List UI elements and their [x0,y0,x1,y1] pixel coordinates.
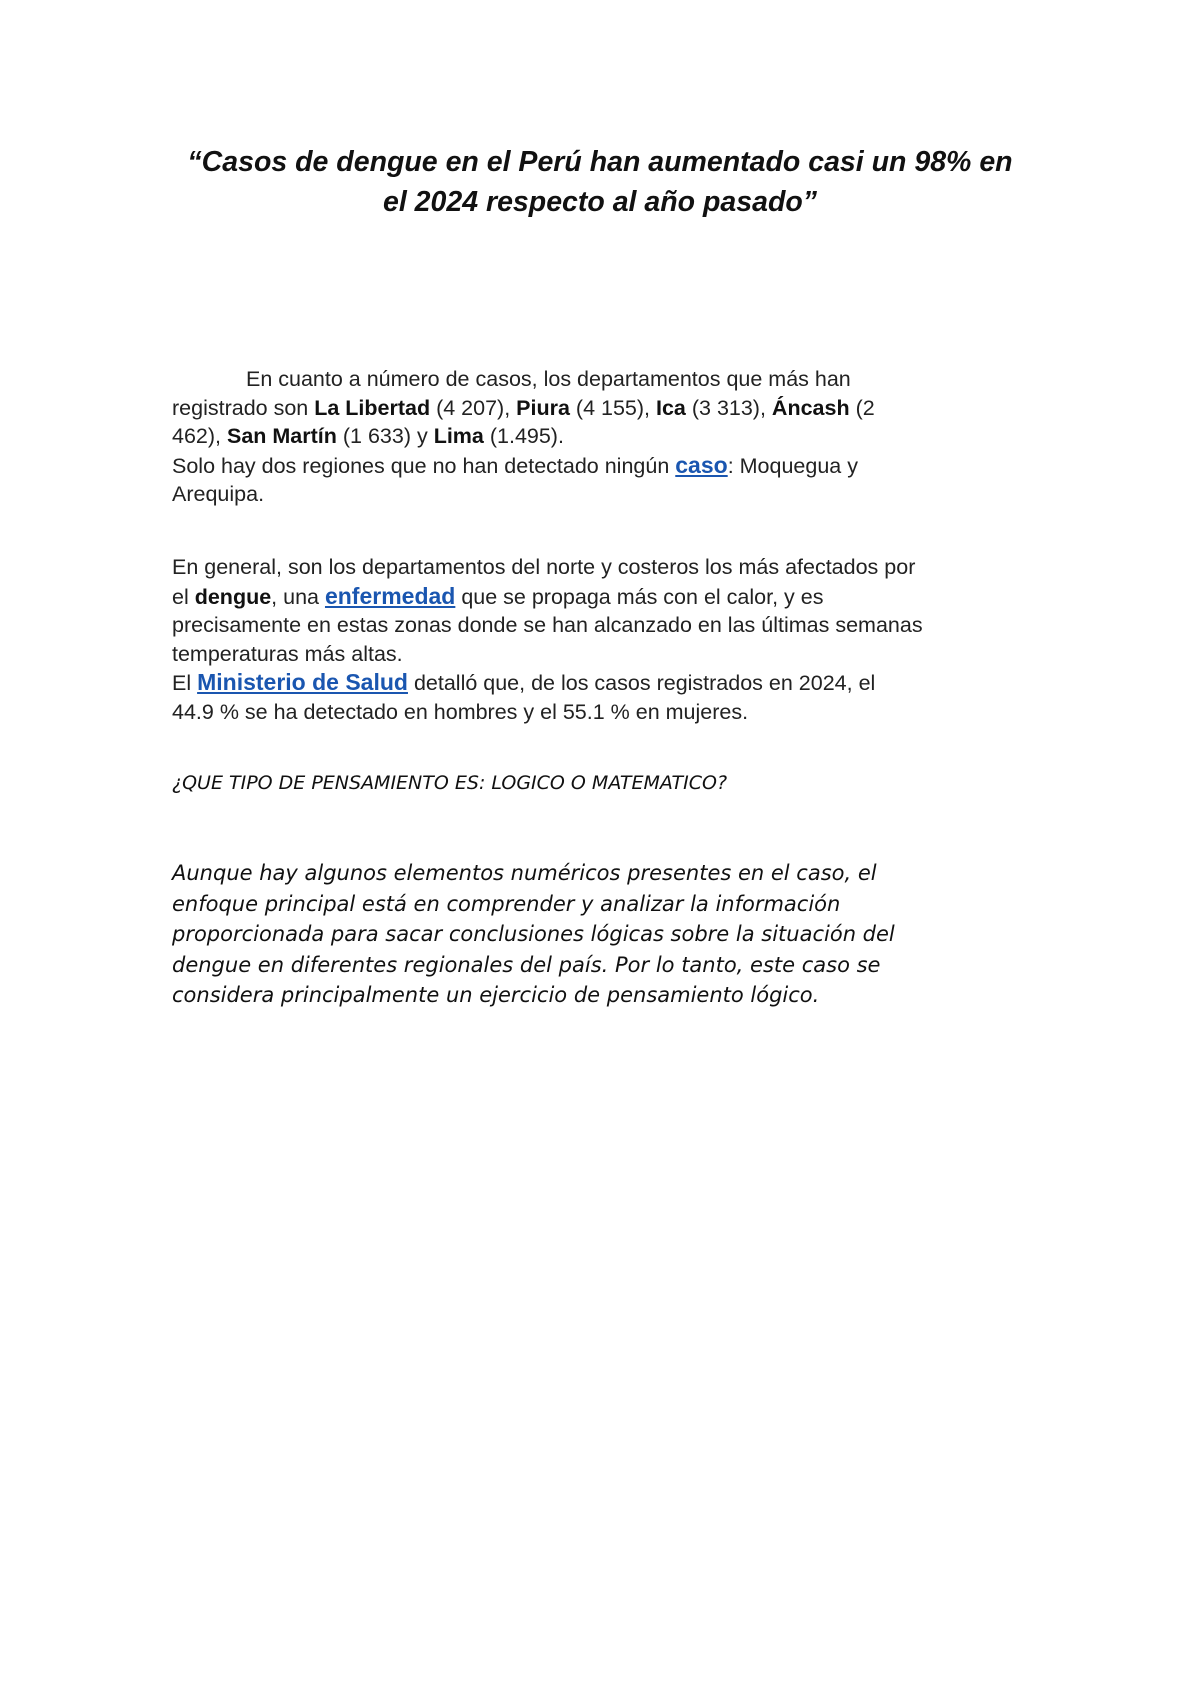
enfermedad-link[interactable]: enfermedad [324,582,456,609]
text-fragment: el [172,584,195,609]
text-fragment: , una [271,584,325,609]
department-lima: Lima [433,424,484,448]
text-fragment: El [172,671,198,695]
dengue-bold: dengue [194,584,272,609]
paragraph2-line3: precisamente en estas zonas donde se han alcanzado en las últimas semanas [172,613,923,637]
paragraph2-line1: En general, son los departamentos del norte y costeros los más afectados por [172,555,916,579]
department-ica: Ica [655,395,686,420]
paragraph1-line3 [172,422,1052,451]
paragraph1-line1: En cuanto a número de casos, los departamentos que más han [246,367,851,391]
text-fragment: : Moquegua y [727,453,858,478]
department-la-libertad: La Libertad [314,395,431,420]
text-fragment: que se propaga más con el calor, y es [455,584,824,609]
text-fragment: registrado son [172,395,315,420]
paragraph1-line5: Arequipa. [172,482,265,506]
department-piura: Piura [516,395,570,420]
paragraph2-line2 [172,582,1052,612]
text-fragment: (3 313), [685,395,772,420]
paragraph2-line5 [172,668,1052,698]
title-line-1: “Casos de dengue en el Perú han aumentado casi un 98% en [187,146,1013,178]
text-fragment: (1 633) y [336,424,434,448]
caso-link[interactable]: caso [675,451,728,478]
text-fragment: (4 155), [569,395,656,420]
department-ancash: Áncash [771,395,850,420]
thinking-type-question: ¿QUE TIPO DE PENSAMIENTO ES: LOGICO O MATEMATICO? [172,772,728,794]
answer-paragraph [172,858,1072,1011]
department-san-martin: San Martín [226,424,337,448]
text-fragment: (4 207), [430,395,517,420]
paragraph-regional-overview [172,553,1052,726]
answer-line4: dengue en diferentes regionales del país. Por lo tanto, este caso se [172,952,881,977]
paragraph1-line2 [172,394,1052,423]
answer-line5: considera principalmente un ejercicio de pensamiento lógico. [172,983,820,1007]
answer-line2: enfoque principal está en comprender y analizar la información [172,891,841,916]
text-fragment: Solo hay dos regiones que no han detectado ningún [172,453,676,478]
paragraph1-line4 [172,451,1052,481]
document-title [120,142,1080,222]
text-fragment: 462), [172,424,227,448]
paragraph-cases-by-department [172,365,1052,509]
title-line-2: el 2024 respecto al año pasado” [382,186,818,218]
answer-line1: Aunque hay algunos elementos numéricos presentes en el caso, el [172,861,877,885]
ministerio-de-salud-link[interactable]: Ministerio de Salud [197,669,408,695]
paragraph2-line4: temperaturas más altas. [172,641,403,666]
text-fragment: (2 [849,395,875,420]
text-fragment: detalló que, de los casos registrados en 2024, el [407,671,876,695]
answer-line3: proporcionada para sacar conclusiones lógicas sobre la situación del [172,922,895,946]
text-fragment: (1.495). [483,424,564,448]
paragraph2-line6: 44.9 % se ha detectado en hombres y el 55.1 % en mujeres. [172,699,749,724]
